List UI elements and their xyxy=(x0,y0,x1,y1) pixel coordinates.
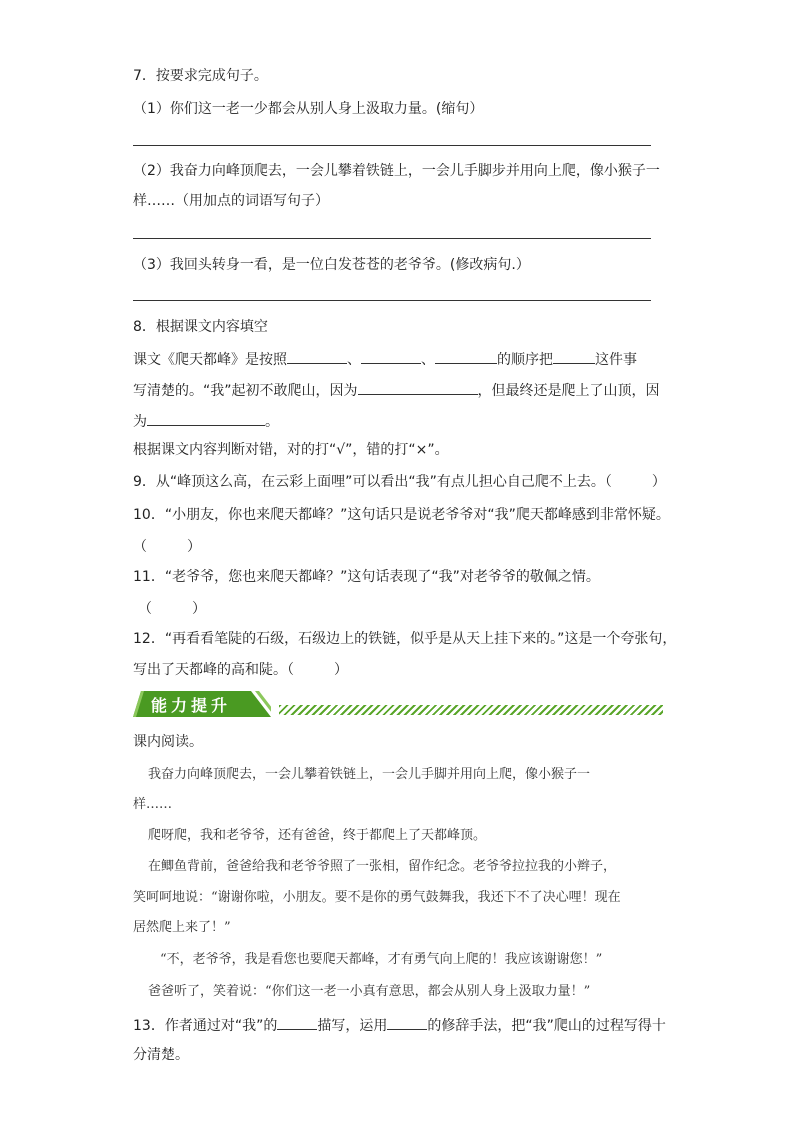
fill-blank[interactable] xyxy=(435,348,497,364)
q10-paren[interactable] xyxy=(133,537,201,557)
q8-text: ，但最终还是爬上了山顶，因 xyxy=(477,383,660,399)
q8-text: 的顺序把 xyxy=(497,352,553,368)
paren-open: （ xyxy=(138,601,152,617)
q7-sentence-2a: （2）我奋力向峰顶爬去，一会儿攀着铁链上，一会儿手脚步并用向上爬，像小猴子一 xyxy=(133,163,660,179)
reading-intro: 课内阅读。 xyxy=(133,734,203,750)
passage-line: 我奋力向峰顶爬去，一会儿攀着铁链上，一会儿手脚并用向上爬，像小猴子一 xyxy=(148,767,591,782)
q8-text: 写清楚的。“我”起初不敢爬山，因为 xyxy=(133,383,358,399)
passage-line: 爬呀爬，我和老爷爷，还有爸爸，终于都爬上了天都峰顶。 xyxy=(148,828,487,843)
q7-sentence-3: （3）我回头转身一看，是一位白发苍苍的老爷爷。(修改病句.） xyxy=(133,257,530,273)
q9-close: ） xyxy=(651,474,666,490)
q9-text: 9．从“峰顶这么高，在云彩上面哩”可以看出“我”有点儿担心自己爬不上去。（ xyxy=(133,474,612,490)
fill-blank[interactable] xyxy=(147,410,265,426)
q8-line-1 xyxy=(133,348,637,370)
fill-blank[interactable] xyxy=(553,348,595,364)
q7-sentence-1: （1）你们这一老一少都会从别人身上汲取力量。(缩句） xyxy=(133,101,484,117)
q12-text-1: 12．“再看看笔陡的石级，石级边上的铁链，似乎是从天上挂下来的。”这是一个夸张句， xyxy=(133,631,677,647)
q8-line-3 xyxy=(133,410,279,432)
passage-line: 在鲫鱼背前，爸爸给我和老爷爷照了一张相，留作纪念。老爷爷拉拉我的小辫子， xyxy=(148,859,617,874)
q7-title: 7．按要求完成句子。 xyxy=(133,68,268,84)
answer-line[interactable] xyxy=(133,145,651,146)
fill-blank[interactable] xyxy=(287,348,347,364)
answer-line[interactable] xyxy=(133,300,651,301)
paren-close: ） xyxy=(192,601,206,617)
fill-blank[interactable] xyxy=(387,1014,427,1030)
q10-text: 10．“小朋友，你也来爬天都峰？”这句话只是说老爷爷对“我”爬天都峰感到非常怀疑。 xyxy=(133,507,670,523)
q7-sentence-2b: 样……（用加点的词语写句子） xyxy=(133,193,329,209)
q12-text-2: 写出了天都峰的高和陡。（ xyxy=(133,662,294,678)
q13-line-2: 分清楚。 xyxy=(133,1047,189,1063)
q8-text: 。 xyxy=(265,414,279,430)
section-banner xyxy=(133,691,663,717)
q12-line-2 xyxy=(133,660,348,680)
passage-line: “不，老爷爷，我是看您也要爬天都峰，才有勇气向上爬的！我应该谢谢您！” xyxy=(160,952,603,967)
q9-line xyxy=(133,472,666,492)
q8-text: 、 xyxy=(347,352,361,368)
q13-text: 13．作者通过对“我”的 xyxy=(133,1018,278,1034)
q13-text: 描写，运用 xyxy=(317,1018,388,1034)
fill-blank[interactable] xyxy=(358,379,478,395)
q11-text: 11．“老爷爷，您也来爬天都峰？”这句话表现了“我”对老爷爷的敬佩之情。 xyxy=(133,569,600,585)
q8-text: 课文《爬天都峰》是按照 xyxy=(133,352,287,368)
answer-line[interactable] xyxy=(133,238,651,239)
q8-title: 8．根据课文内容填空 xyxy=(133,319,268,335)
q8-text: 为 xyxy=(133,414,147,430)
q11-paren[interactable] xyxy=(138,599,206,619)
q13-text: 的修辞手法，把“我”爬山的过程写得十 xyxy=(427,1018,666,1034)
q8-text: 这件事 xyxy=(595,352,637,368)
fill-blank[interactable] xyxy=(361,348,421,364)
passage-line: 爸爸听了，笑着说：“你们这一老一小真有意思，都会从别人身上汲取力量！” xyxy=(148,984,591,999)
passage-line: 居然爬上来了！” xyxy=(133,920,231,935)
banner-label: 能力提升 xyxy=(151,696,232,715)
paren-open: （ xyxy=(133,539,147,555)
judge-instruction: 根据课文内容判断对错，对的打“√”，错的打“×”。 xyxy=(133,442,449,458)
passage-line: 样…… xyxy=(133,797,173,812)
q8-text: 、 xyxy=(421,352,435,368)
fill-blank[interactable] xyxy=(277,1014,317,1030)
q12-close: ） xyxy=(334,662,348,678)
banner-stripes xyxy=(279,705,663,715)
q13-line-1 xyxy=(133,1014,666,1036)
paren-close: ） xyxy=(187,539,201,555)
q8-line-2 xyxy=(133,379,660,401)
passage-line: 笑呵呵地说：“谢谢你啦，小朋友。要不是你的勇气鼓舞我，我还下不了决心哩！现在 xyxy=(133,890,621,905)
